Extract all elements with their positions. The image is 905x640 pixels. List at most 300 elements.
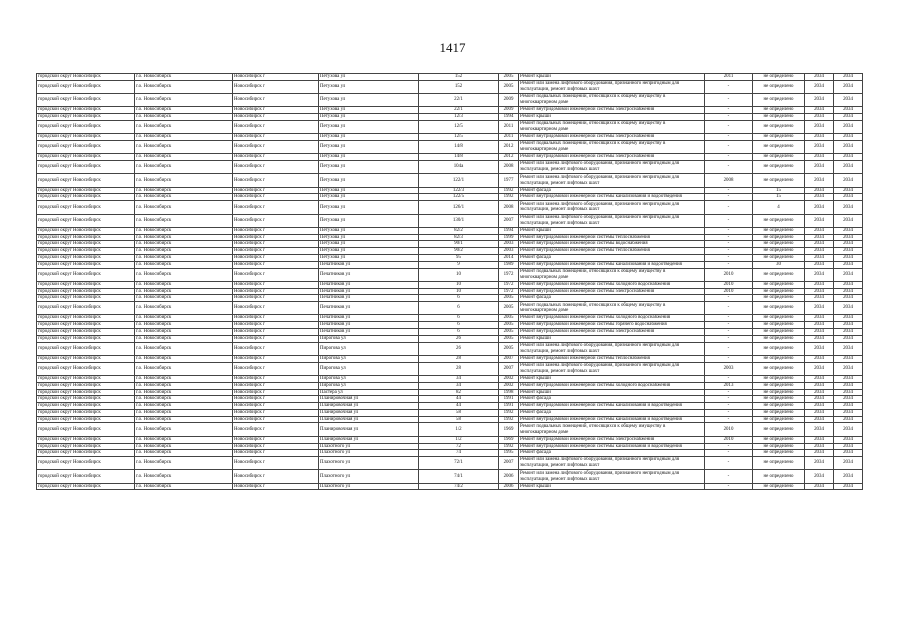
house-cell: 74/2 [419,483,499,490]
wear-cell: не определено [753,241,805,248]
settlement-cell: г.о. Новосибирск [135,423,233,436]
year-built-cell: 2008 [499,201,519,214]
house-cell: 44 [419,396,499,403]
last-repair-cell: - [705,194,753,201]
settlement-cell: г.о. Новосибирск [135,248,233,255]
last-repair-cell: 2011 [705,74,753,81]
street-cell: Пирогова ул [319,362,419,375]
house-cell: 44 [419,403,499,410]
wear-cell: не определено [753,483,805,490]
plan-end-cell: 2034 [834,248,863,255]
house-cell: 12/5 [419,134,499,141]
wear-cell: не определено [753,382,805,389]
municipality-cell: городской округ Новосибирск [37,74,135,81]
last-repair-cell: 2008 [705,174,753,187]
house-cell: 122/1 [419,174,499,187]
municipality-cell: городской округ Новосибирск [37,302,135,315]
street-cell: Петухова ул [319,94,419,107]
settlement-cell: г.о. Новосибирск [135,94,233,107]
municipality-cell: городской округ Новосибирск [37,416,135,423]
city-cell: Новосибирск г [233,457,319,470]
capital-repair-table [36,73,863,490]
wear-cell: не определено [753,315,805,322]
work-type-cell: Ремонт внутридомовой инженерной системы электроснабжения [519,288,705,295]
street-cell: Пирогова ул [319,355,419,362]
last-repair-cell: - [705,161,753,174]
year-built-cell: 1989 [499,261,519,268]
city-cell: Новосибирск г [233,241,319,248]
street-cell: Плахотного ул [319,443,419,450]
plan-start-cell: 2034 [805,288,834,295]
house-cell: 14/8 [419,154,499,161]
work-type-cell: Ремонт внутридомовой инженерной системы электроснабжения [519,107,705,114]
settlement-cell: г.о. Новосибирск [135,355,233,362]
wear-cell: не определено [753,295,805,302]
plan-end-cell: 2034 [834,295,863,302]
street-cell: Петухова ул [319,74,419,81]
work-type-cell: Ремонт крыши [519,227,705,234]
street-cell: Печатников ул [319,288,419,295]
city-cell: Новосибирск г [233,114,319,121]
table-row [37,161,863,174]
city-cell: Новосибирск г [233,154,319,161]
house-cell: 74/1 [419,470,499,483]
plan-end-cell: 2034 [834,329,863,336]
house-cell: 126/1 [419,201,499,214]
municipality-cell: городской округ Новосибирск [37,470,135,483]
street-cell: Планировочная ул [319,423,419,436]
city-cell: Новосибирск г [233,423,319,436]
table-row [37,120,863,133]
plan-end-cell: 2034 [834,322,863,329]
last-repair-cell: - [705,227,753,234]
plan-end-cell: 2034 [834,423,863,436]
last-repair-cell: - [705,375,753,382]
last-repair-cell: - [705,234,753,241]
plan-start-cell: 2034 [805,134,834,141]
wear-cell: не определено [753,362,805,375]
municipality-cell: городской округ Новосибирск [37,187,135,194]
plan-start-cell: 2034 [805,241,834,248]
last-repair-cell: - [705,483,753,490]
street-cell: Печатников ул [319,329,419,336]
plan-end-cell: 2034 [834,288,863,295]
table-row [37,288,863,295]
municipality-cell: городской округ Новосибирск [37,443,135,450]
street-cell: Планировочная ул [319,416,419,423]
street-cell: Петухова ул [319,194,419,201]
year-built-cell: 2007 [499,214,519,227]
house-cell: 28 [419,355,499,362]
last-repair-cell: - [705,450,753,457]
settlement-cell: г.о. Новосибирск [135,174,233,187]
wear-cell: не определено [753,174,805,187]
table-row [37,227,863,234]
plan-end-cell: 2034 [834,281,863,288]
city-cell: Новосибирск г [233,302,319,315]
plan-start-cell: 2034 [805,362,834,375]
city-cell: Новосибирск г [233,450,319,457]
settlement-cell: г.о. Новосибирск [135,268,233,281]
plan-end-cell: 2034 [834,141,863,154]
street-cell: Планировочная ул [319,436,419,443]
settlement-cell: г.о. Новосибирск [135,409,233,416]
work-type-cell: Ремонт подвальных помещений, относящихся к общему имуществу в многоквартирном доме [519,423,705,436]
plan-start-cell: 2034 [805,335,834,342]
city-cell: Новосибирск г [233,295,319,302]
plan-end-cell: 2034 [834,409,863,416]
plan-start-cell: 2034 [805,107,834,114]
municipality-cell: городской округ Новосибирск [37,396,135,403]
house-cell: 14/8 [419,141,499,154]
house-cell: 12/5 [419,120,499,133]
table-row [37,403,863,410]
plan-start-cell: 2034 [805,261,834,268]
settlement-cell: г.о. Новосибирск [135,161,233,174]
house-cell: 122/5 [419,194,499,201]
street-cell: Петухова ул [319,248,419,255]
city-cell: Новосибирск г [233,329,319,336]
house-cell: 74 [419,450,499,457]
wear-cell: не определено [753,470,805,483]
street-cell: Печатников ул [319,281,419,288]
plan-end-cell: 2034 [834,187,863,194]
year-built-cell: 2011 [499,120,519,133]
table-row [37,281,863,288]
plan-end-cell: 2034 [834,396,863,403]
plan-end-cell: 2034 [834,114,863,121]
street-cell: Петухова ул [319,134,419,141]
work-type-cell: Ремонт внутридомовой инженерной системы канализования и водоотведения [519,403,705,410]
house-cell: 152 [419,80,499,93]
last-repair-cell: - [705,254,753,261]
work-type-cell: Ремонт внутридомовой инженерной системы горячего водоснабжения [519,322,705,329]
year-built-cell: 2003 [499,241,519,248]
settlement-cell: г.о. Новосибирск [135,302,233,315]
wear-cell: не определено [753,248,805,255]
last-repair-cell: - [705,120,753,133]
plan-start-cell: 2034 [805,254,834,261]
street-cell: Печатников ул [319,302,419,315]
year-built-cell: 2009 [499,94,519,107]
table-row [37,342,863,355]
street-cell: Пирогова ул [319,335,419,342]
table-row [37,409,863,416]
plan-end-cell: 2034 [834,382,863,389]
wear-cell: не определено [753,227,805,234]
table-row [37,382,863,389]
year-built-cell: 1994 [499,114,519,121]
house-cell: 6 [419,302,499,315]
plan-end-cell: 2034 [834,94,863,107]
street-cell: Петухова ул [319,114,419,121]
year-built-cell: 2011 [499,134,519,141]
wear-cell: 15 [753,187,805,194]
street-cell: Петухова ул [319,174,419,187]
wear-cell: не определено [753,450,805,457]
plan-end-cell: 2034 [834,443,863,450]
work-type-cell: Ремонт крыши [519,74,705,81]
plan-end-cell: 2034 [834,342,863,355]
city-cell: Новосибирск г [233,80,319,93]
work-type-cell: Ремонт внутридомовой инженерной системы канализования и водоотведения [519,261,705,268]
plan-end-cell: 2034 [834,416,863,423]
table-row [37,470,863,483]
year-built-cell: 2007 [499,355,519,362]
wear-cell: не определено [753,114,805,121]
year-built-cell: 2012 [499,154,519,161]
street-cell: Плахотного ул [319,470,419,483]
work-type-cell: Ремонт подвальных помещений, относящихся к общему имуществу в многоквартирном доме [519,302,705,315]
settlement-cell: г.о. Новосибирск [135,227,233,234]
house-cell: 6 [419,295,499,302]
plan-start-cell: 2034 [805,322,834,329]
last-repair-cell: - [705,248,753,255]
plan-end-cell: 2034 [834,241,863,248]
municipality-cell: городской округ Новосибирск [37,423,135,436]
plan-end-cell: 2034 [834,107,863,114]
plan-start-cell: 2034 [805,80,834,93]
settlement-cell: г.о. Новосибирск [135,114,233,121]
year-built-cell: 1972 [499,281,519,288]
city-cell: Новосибирск г [233,396,319,403]
plan-end-cell: 2034 [834,355,863,362]
house-cell: 6 [419,329,499,336]
last-repair-cell: - [705,214,753,227]
house-cell: 1/2 [419,436,499,443]
work-type-cell: Ремонт крыши [519,375,705,382]
table-row [37,295,863,302]
city-cell: Новосибирск г [233,436,319,443]
settlement-cell: г.о. Новосибирск [135,254,233,261]
house-cell: 82/2 [419,227,499,234]
city-cell: Новосибирск г [233,322,319,329]
settlement-cell: г.о. Новосибирск [135,281,233,288]
last-repair-cell: - [705,241,753,248]
municipality-cell: городской округ Новосибирск [37,403,135,410]
municipality-cell: городской округ Новосибирск [37,94,135,107]
table-row [37,134,863,141]
street-cell: Плахотного ул [319,457,419,470]
house-cell: 6 [419,315,499,322]
plan-start-cell: 2034 [805,120,834,133]
settlement-cell: г.о. Новосибирск [135,443,233,450]
last-repair-cell: - [705,409,753,416]
year-built-cell: 2008 [499,161,519,174]
municipality-cell: городской округ Новосибирск [37,457,135,470]
plan-start-cell: 2034 [805,187,834,194]
wear-cell: не определено [753,389,805,396]
last-repair-cell: - [705,389,753,396]
municipality-cell: городской округ Новосибирск [37,329,135,336]
year-built-cell: 1999 [499,234,519,241]
wear-cell: не определено [753,80,805,93]
settlement-cell: г.о. Новосибирск [135,382,233,389]
table-row [37,94,863,107]
settlement-cell: г.о. Новосибирск [135,234,233,241]
table-row [37,201,863,214]
settlement-cell: г.о. Новосибирск [135,470,233,483]
work-type-cell: Ремонт внутридомовой инженерной системы электроснабжения [519,436,705,443]
plan-start-cell: 2034 [805,214,834,227]
street-cell: Печатников ул [319,322,419,329]
plan-end-cell: 2034 [834,161,863,174]
plan-start-cell: 2034 [805,423,834,436]
table-row [37,483,863,490]
municipality-cell: городской округ Новосибирск [37,254,135,261]
municipality-cell: городской округ Новосибирск [37,409,135,416]
work-type-cell: Ремонт крыши [519,389,705,396]
settlement-cell: г.о. Новосибирск [135,335,233,342]
street-cell: Петухова ул [319,80,419,93]
table-row [37,194,863,201]
last-repair-cell: - [705,114,753,121]
street-cell: Печатников ул [319,295,419,302]
municipality-cell: городской округ Новосибирск [37,120,135,133]
house-cell: 82 [419,389,499,396]
plan-end-cell: 2034 [834,154,863,161]
work-type-cell: Ремонт крыши [519,114,705,121]
street-cell: Петухова ул [319,234,419,241]
municipality-cell: городской округ Новосибирск [37,154,135,161]
last-repair-cell: - [705,443,753,450]
plan-start-cell: 2034 [805,409,834,416]
street-cell: Петухова ул [319,241,419,248]
house-cell: 152 [419,74,499,81]
plan-end-cell: 2034 [834,261,863,268]
wear-cell: не определено [753,329,805,336]
table-row [37,141,863,154]
work-type-cell: Ремонт подвальных помещений, относящихся к общему имуществу в многоквартирном доме [519,94,705,107]
wear-cell: не определено [753,457,805,470]
year-built-cell: 1972 [499,268,519,281]
wear-cell: 4 [753,201,805,214]
municipality-cell: городской округ Новосибирск [37,134,135,141]
plan-end-cell: 2034 [834,436,863,443]
house-cell: 90/2 [419,248,499,255]
wear-cell: не определено [753,234,805,241]
year-built-cell: 2012 [499,141,519,154]
settlement-cell: г.о. Новосибирск [135,362,233,375]
year-built-cell: 1992 [499,194,519,201]
plan-start-cell: 2034 [805,403,834,410]
municipality-cell: городской округ Новосибирск [37,261,135,268]
municipality-cell: городской округ Новосибирск [37,295,135,302]
settlement-cell: г.о. Новосибирск [135,74,233,81]
work-type-cell: Ремонт фасада [519,450,705,457]
plan-start-cell: 2034 [805,227,834,234]
plan-end-cell: 2034 [834,254,863,261]
last-repair-cell: - [705,342,753,355]
house-cell: 82/3 [419,234,499,241]
work-type-cell: Ремонт фасада [519,187,705,194]
house-cell: 12/3 [419,114,499,121]
work-type-cell: Ремонт или замена лифтового оборудования, признанного непригодным для эксплуатации, ремонт лифтовых шахт [519,457,705,470]
work-type-cell: Ремонт или замена лифтового оборудования, признанного непригодным для эксплуатации, ремонт лифтовых шахт [519,201,705,214]
year-built-cell: 2005 [499,302,519,315]
municipality-cell: городской округ Новосибирск [37,214,135,227]
plan-end-cell: 2034 [834,234,863,241]
year-built-cell: 2006 [499,470,519,483]
year-built-cell: 1992 [499,409,519,416]
plan-start-cell: 2034 [805,329,834,336]
settlement-cell: г.о. Новосибирск [135,315,233,322]
house-cell: 34 [419,382,499,389]
city-cell: Новосибирск г [233,335,319,342]
last-repair-cell: - [705,187,753,194]
plan-start-cell: 2034 [805,114,834,121]
house-cell: 26 [419,335,499,342]
city-cell: Новосибирск г [233,161,319,174]
last-repair-cell: 2010 [705,423,753,436]
settlement-cell: г.о. Новосибирск [135,403,233,410]
settlement-cell: г.о. Новосибирск [135,322,233,329]
house-cell: 58 [419,409,499,416]
street-cell: Печатников ул [319,315,419,322]
page-number: 1417 [439,40,466,55]
city-cell: Новосибирск г [233,234,319,241]
city-cell: Новосибирск г [233,281,319,288]
table-row [37,335,863,342]
municipality-cell: городской округ Новосибирск [37,288,135,295]
house-cell: 90/1 [419,241,499,248]
year-built-cell: 1977 [499,174,519,187]
municipality-cell: городской округ Новосибирск [37,234,135,241]
street-cell: Плахотного ул [319,450,419,457]
settlement-cell: г.о. Новосибирск [135,375,233,382]
year-built-cell: 1992 [499,443,519,450]
work-type-cell: Ремонт внутридомовой инженерной системы холодного водоснабжения [519,382,705,389]
municipality-cell: городской округ Новосибирск [37,436,135,443]
city-cell: Новосибирск г [233,214,319,227]
settlement-cell: г.о. Новосибирск [135,342,233,355]
house-cell: 10 [419,281,499,288]
city-cell: Новосибирск г [233,288,319,295]
plan-start-cell: 2034 [805,94,834,107]
wear-cell: не определено [753,403,805,410]
plan-start-cell: 2034 [805,194,834,201]
house-cell: 22/1 [419,94,499,107]
plan-start-cell: 2034 [805,201,834,214]
wear-cell: не определено [753,268,805,281]
settlement-cell: г.о. Новосибирск [135,295,233,302]
year-built-cell: 2005 [499,295,519,302]
table-row [37,254,863,261]
street-cell: Пирогова ул [319,342,419,355]
last-repair-cell: - [705,396,753,403]
city-cell: Новосибирск г [233,389,319,396]
work-type-cell: Ремонт или замена лифтового оборудования, признанного непригодным для эксплуатации, ремонт лифтовых шахт [519,161,705,174]
plan-start-cell: 2034 [805,342,834,355]
table-row [37,154,863,161]
year-built-cell: 1998 [499,389,519,396]
municipality-cell: городской округ Новосибирск [37,141,135,154]
work-type-cell: Ремонт внутридомовой инженерной системы электроснабжения [519,329,705,336]
plan-start-cell: 2034 [805,450,834,457]
year-built-cell: 2005 [499,342,519,355]
year-built-cell: 2006 [499,483,519,490]
wear-cell: не определено [753,161,805,174]
last-repair-cell: - [705,201,753,214]
municipality-cell: городской округ Новосибирск [37,194,135,201]
street-cell: Пастера ул [319,389,419,396]
plan-start-cell: 2034 [805,396,834,403]
work-type-cell: Ремонт фасада [519,396,705,403]
wear-cell: не определено [753,322,805,329]
house-cell: 130/1 [419,214,499,227]
plan-start-cell: 2034 [805,416,834,423]
plan-start-cell: 2034 [805,483,834,490]
